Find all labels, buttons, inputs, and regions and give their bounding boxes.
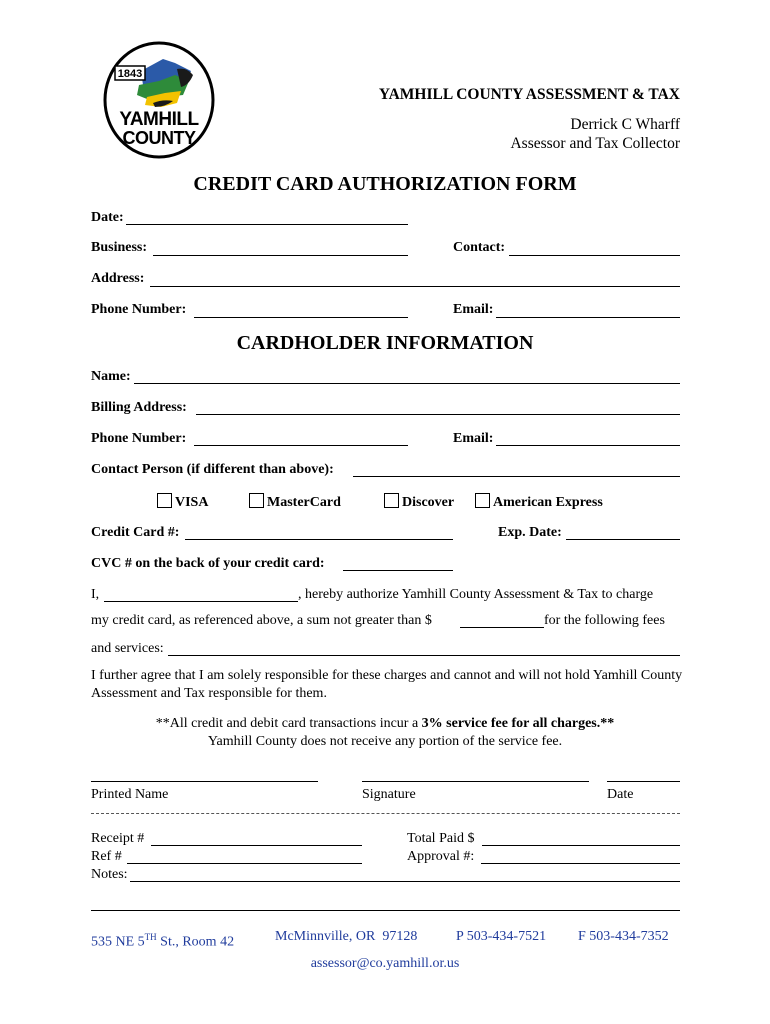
notice-bold: 3% service fee for all charges.** xyxy=(421,716,615,731)
printed-name-field[interactable] xyxy=(91,781,318,782)
business-field[interactable] xyxy=(153,255,408,256)
ref-label: Ref # xyxy=(91,849,122,864)
cardholder-phone-field[interactable] xyxy=(194,445,408,446)
assessor-name: Derrick C Wharff xyxy=(570,116,680,133)
footer-address-pre: 535 NE 5 xyxy=(91,934,145,950)
contact-label: Contact: xyxy=(453,240,506,255)
address-label: Address: xyxy=(91,271,145,286)
auth-line1: , hereby authorize Yamhill County Assessment & Tax to charge xyxy=(298,587,654,602)
cardholder-title: CARDHOLDER INFORMATION xyxy=(236,332,534,354)
org-name: YAMHILL COUNTY ASSESSMENT & TAX xyxy=(378,86,680,103)
email-label: Email: xyxy=(453,302,494,317)
notes-field[interactable] xyxy=(130,881,680,882)
contact-person-label: Contact Person (if different than above): xyxy=(91,462,334,477)
approval-label: Approval #: xyxy=(407,849,475,864)
assessor-title: Assessor and Tax Collector xyxy=(510,135,680,152)
phone-field[interactable] xyxy=(194,317,408,318)
signature-field[interactable] xyxy=(362,781,589,782)
visa-label: VISA xyxy=(175,495,209,510)
discover-label: Discover xyxy=(402,495,455,510)
date-field[interactable] xyxy=(126,224,408,225)
footer-phone: P 503-434-7521 xyxy=(456,929,547,944)
section-divider xyxy=(91,813,680,814)
cardholder-phone-label: Phone Number: xyxy=(91,431,187,446)
name-field[interactable] xyxy=(134,383,680,384)
receipt-label: Receipt # xyxy=(91,831,145,846)
approval-field[interactable] xyxy=(481,863,680,864)
form-title: CREDIT CARD AUTHORIZATION FORM xyxy=(193,173,577,195)
max-amount-field[interactable] xyxy=(460,627,544,628)
sign-date-field[interactable] xyxy=(607,781,680,782)
logo-line2: COUNTY xyxy=(122,128,196,148)
card-type-visa[interactable] xyxy=(157,493,208,511)
agreement-text: I further agree that I am solely responsible for these charges and cannot and will not hold Yamhill County Assessment and Tax responsible for them. xyxy=(91,668,683,701)
auth-prefix: I, xyxy=(91,587,100,602)
footer-address-post: St., Room 42 xyxy=(156,934,235,950)
contact-person-field[interactable] xyxy=(353,476,680,477)
visa-checkbox[interactable] xyxy=(157,493,172,508)
email-field[interactable] xyxy=(496,317,680,318)
business-label: Business: xyxy=(91,240,148,255)
contact-field[interactable] xyxy=(509,255,680,256)
ref-field[interactable] xyxy=(127,863,362,864)
cvc-label: CVC # on the back of your credit card: xyxy=(91,556,325,571)
name-label: Name: xyxy=(91,369,131,384)
footer-address-sup: TH xyxy=(144,932,157,942)
card-number-field[interactable] xyxy=(185,539,453,540)
footer-divider xyxy=(91,910,680,911)
signature-label: Signature xyxy=(362,787,416,802)
total-paid-label: Total Paid $ xyxy=(407,831,475,846)
phone-label: Phone Number: xyxy=(91,302,187,317)
card-type-amex[interactable] xyxy=(475,493,603,511)
logo-line1: YAMHILL xyxy=(119,109,199,130)
cardholder-email-field[interactable] xyxy=(496,445,680,446)
cvc-field[interactable] xyxy=(343,570,453,571)
service-fee-notice-2: Yamhill County does not receive any portion of the service fee. xyxy=(207,734,563,749)
billing-address-field[interactable] xyxy=(196,414,680,415)
notice-prefix: **All credit and debit card transactions incur a xyxy=(155,716,422,731)
card-type-discover[interactable] xyxy=(384,493,454,511)
footer-fax: F 503-434-7352 xyxy=(578,929,669,944)
authorizer-name-field[interactable] xyxy=(104,601,298,602)
total-paid-field[interactable] xyxy=(482,845,680,846)
logo-year: 1843 xyxy=(117,68,143,80)
footer-city: McMinnville, OR 97128 xyxy=(275,929,418,944)
services-field[interactable] xyxy=(168,655,680,656)
mastercard-checkbox[interactable] xyxy=(249,493,264,508)
service-fee-notice xyxy=(0,716,770,732)
auth-line2-start: my credit card, as referenced above, a sum not greater than $ xyxy=(91,613,432,628)
notes-label: Notes: xyxy=(91,867,128,882)
discover-checkbox[interactable] xyxy=(384,493,399,508)
card-number-label: Credit Card #: xyxy=(91,525,180,540)
sign-date-label: Date xyxy=(607,787,634,802)
cardholder-email-label: Email: xyxy=(453,431,494,446)
county-logo xyxy=(103,41,215,159)
mastercard-label: MasterCard xyxy=(267,495,341,510)
receipt-field[interactable] xyxy=(151,845,362,846)
exp-date-label: Exp. Date: xyxy=(498,525,562,540)
amex-checkbox[interactable] xyxy=(475,493,490,508)
amex-label: American Express xyxy=(493,495,603,510)
county-seal-graphic xyxy=(103,41,215,159)
date-label: Date: xyxy=(91,210,124,225)
auth-line3: and services: xyxy=(91,641,164,656)
exp-date-field[interactable] xyxy=(566,539,680,540)
printed-name-label: Printed Name xyxy=(91,787,169,802)
card-type-mastercard[interactable] xyxy=(249,493,341,511)
billing-address-label: Billing Address: xyxy=(91,400,187,415)
footer-email[interactable]: assessor@co.yamhill.or.us xyxy=(310,956,460,971)
auth-line2-end: for the following fees xyxy=(544,613,665,628)
address-field[interactable] xyxy=(150,286,680,287)
footer-address xyxy=(91,929,234,951)
